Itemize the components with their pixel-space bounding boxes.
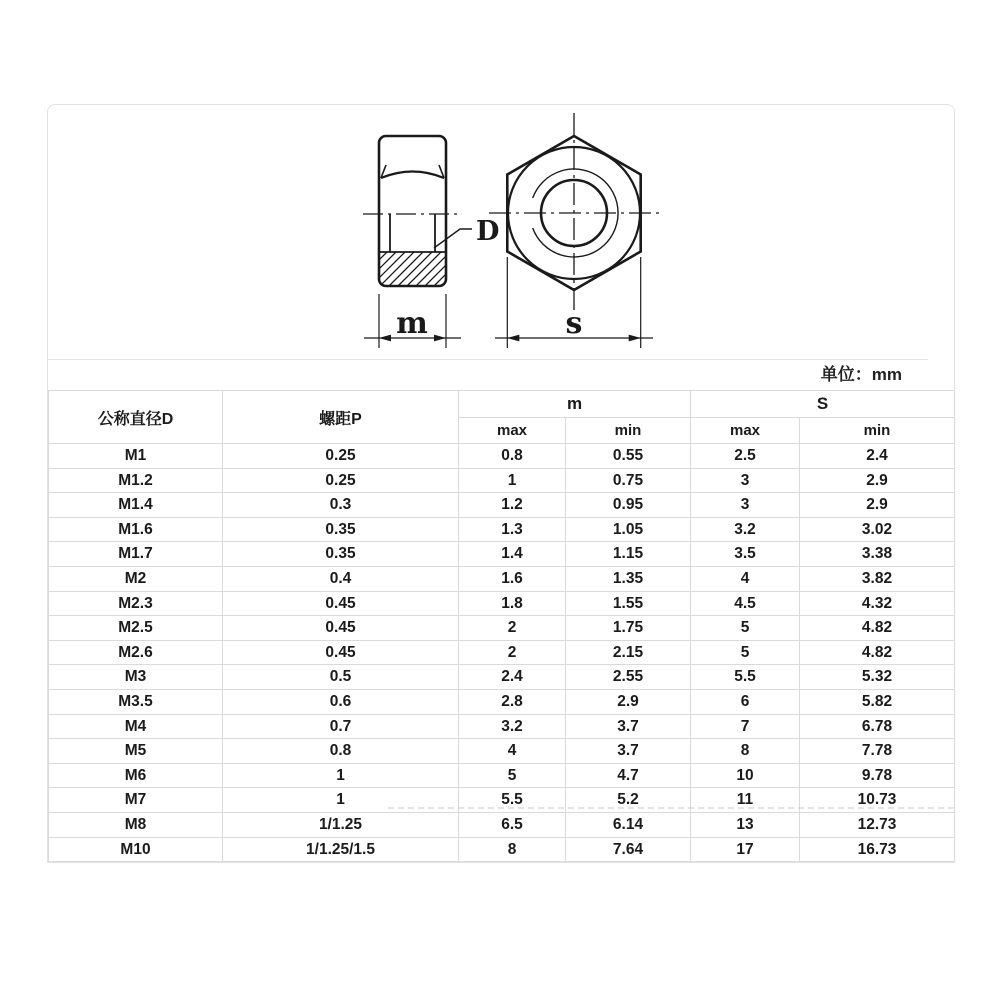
unit-row <box>48 359 928 390</box>
cell-m-min: 5.2 <box>566 788 691 813</box>
table-row <box>49 739 955 764</box>
label-d: D <box>476 216 500 247</box>
cell-s-max: 4 <box>691 566 800 591</box>
cell-s-min: 7.78 <box>800 739 955 764</box>
cell-m-min: 1.75 <box>566 616 691 641</box>
cell-pitch: 0.45 <box>223 591 459 616</box>
cell-nominal-diameter: M1.7 <box>49 542 223 567</box>
cell-s-min: 9.78 <box>800 763 955 788</box>
cell-pitch: 0.7 <box>223 714 459 739</box>
cell-pitch: 0.6 <box>223 689 459 714</box>
cell-m-max: 0.8 <box>459 444 566 469</box>
cell-pitch: 0.45 <box>223 616 459 641</box>
cell-pitch: 0.3 <box>223 493 459 518</box>
col-header-nominal-diameter: 公称直径D <box>49 391 223 444</box>
hatch-lines <box>353 252 477 286</box>
cell-m-min: 2.9 <box>566 689 691 714</box>
cell-m-max: 4 <box>459 739 566 764</box>
cell-m-max: 1.8 <box>459 591 566 616</box>
cell-s-min: 3.02 <box>800 517 955 542</box>
cell-nominal-diameter: M10 <box>49 837 223 862</box>
table-row <box>49 763 955 788</box>
cell-m-max: 1.2 <box>459 493 566 518</box>
table-row <box>49 812 955 837</box>
cell-m-max: 1.6 <box>459 566 566 591</box>
cell-nominal-diameter: M3.5 <box>49 689 223 714</box>
cell-nominal-diameter: M1.6 <box>49 517 223 542</box>
cell-s-max: 4.5 <box>691 591 800 616</box>
cell-m-min: 6.14 <box>566 812 691 837</box>
cell-m-max: 8 <box>459 837 566 862</box>
cell-pitch: 1/1.25/1.5 <box>223 837 459 862</box>
table-row <box>49 689 955 714</box>
cell-m-min: 1.05 <box>566 517 691 542</box>
cell-m-max: 2 <box>459 640 566 665</box>
col-subheader-m-min: min <box>566 418 691 444</box>
cell-nominal-diameter: M1.2 <box>49 468 223 493</box>
cell-nominal-diameter: M2.3 <box>49 591 223 616</box>
table-row <box>49 444 955 469</box>
table-row <box>49 542 955 567</box>
cell-m-max: 5 <box>459 763 566 788</box>
table-row <box>49 493 955 518</box>
cell-m-max: 2.4 <box>459 665 566 690</box>
cell-s-max: 7 <box>691 714 800 739</box>
cell-s-max: 5 <box>691 640 800 665</box>
cell-pitch: 1 <box>223 788 459 813</box>
cell-pitch: 0.25 <box>223 444 459 469</box>
cell-m-min: 2.55 <box>566 665 691 690</box>
table-header <box>49 391 955 444</box>
cell-pitch: 1/1.25 <box>223 812 459 837</box>
s-arrow-left <box>507 335 519 342</box>
cell-s-min: 2.4 <box>800 444 955 469</box>
d-leader-line <box>434 229 472 248</box>
cell-nominal-diameter: M1.4 <box>49 493 223 518</box>
cell-m-min: 2.15 <box>566 640 691 665</box>
cell-s-max: 8 <box>691 739 800 764</box>
cell-s-max: 5.5 <box>691 665 800 690</box>
cell-m-max: 1.3 <box>459 517 566 542</box>
cell-s-min: 4.82 <box>800 616 955 641</box>
cell-s-max: 11 <box>691 788 800 813</box>
table-row <box>49 468 955 493</box>
cell-m-min: 0.75 <box>566 468 691 493</box>
cell-s-min: 2.9 <box>800 493 955 518</box>
cell-pitch: 0.5 <box>223 665 459 690</box>
cell-s-min: 10.73 <box>800 788 955 813</box>
cell-nominal-diameter: M7 <box>49 788 223 813</box>
cell-m-min: 1.35 <box>566 566 691 591</box>
cell-m-max: 1 <box>459 468 566 493</box>
cell-nominal-diameter: M3 <box>49 665 223 690</box>
cell-s-max: 10 <box>691 763 800 788</box>
cell-m-min: 1.15 <box>566 542 691 567</box>
cell-m-min: 3.7 <box>566 714 691 739</box>
cell-m-max: 1.4 <box>459 542 566 567</box>
cell-pitch: 1 <box>223 763 459 788</box>
col-header-pitch: 螺距P <box>223 391 459 444</box>
nut-body-outline <box>379 136 446 286</box>
cell-s-min: 2.9 <box>800 468 955 493</box>
m-arrow-right <box>434 335 446 342</box>
cell-pitch: 0.25 <box>223 468 459 493</box>
table-row <box>49 517 955 542</box>
cell-nominal-diameter: M4 <box>49 714 223 739</box>
col-group-m: m <box>459 391 691 418</box>
cell-s-max: 2.5 <box>691 444 800 469</box>
m-arrow-left <box>379 335 391 342</box>
cell-m-min: 1.55 <box>566 591 691 616</box>
cell-pitch: 0.35 <box>223 542 459 567</box>
col-subheader-m-max: max <box>459 418 566 444</box>
cell-s-min: 5.82 <box>800 689 955 714</box>
cell-s-max: 3.5 <box>691 542 800 567</box>
unit-label: 单位：mm <box>820 365 902 384</box>
cell-s-min: 5.32 <box>800 665 955 690</box>
cell-m-max: 2 <box>459 616 566 641</box>
cell-s-min: 12.73 <box>800 812 955 837</box>
cell-m-max: 2.8 <box>459 689 566 714</box>
chamfer-line <box>381 172 444 179</box>
cell-m-min: 7.64 <box>566 837 691 862</box>
table-row <box>49 788 955 813</box>
spec-table <box>48 390 955 862</box>
cell-s-min: 16.73 <box>800 837 955 862</box>
cell-m-min: 0.95 <box>566 493 691 518</box>
cell-nominal-diameter: M1 <box>49 444 223 469</box>
cell-s-max: 5 <box>691 616 800 641</box>
cell-s-min: 3.38 <box>800 542 955 567</box>
cell-s-max: 3.2 <box>691 517 800 542</box>
cell-s-min: 4.32 <box>800 591 955 616</box>
cell-pitch: 0.45 <box>223 640 459 665</box>
cell-s-min: 6.78 <box>800 714 955 739</box>
cell-pitch: 0.35 <box>223 517 459 542</box>
cell-nominal-diameter: M8 <box>49 812 223 837</box>
table-row <box>49 591 955 616</box>
cell-m-max: 5.5 <box>459 788 566 813</box>
cell-m-max: 3.2 <box>459 714 566 739</box>
cell-nominal-diameter: M2 <box>49 566 223 591</box>
table-row <box>49 665 955 690</box>
table-row <box>49 616 955 641</box>
cell-s-min: 4.82 <box>800 640 955 665</box>
s-arrow-right <box>629 335 641 342</box>
table-row <box>49 566 955 591</box>
cell-s-max: 17 <box>691 837 800 862</box>
cell-nominal-diameter: M6 <box>49 763 223 788</box>
cell-nominal-diameter: M5 <box>49 739 223 764</box>
cell-pitch: 0.4 <box>223 566 459 591</box>
nut-technical-drawing <box>48 105 954 359</box>
label-m: m <box>396 306 428 341</box>
cell-m-max: 6.5 <box>459 812 566 837</box>
content-frame <box>47 104 955 863</box>
cell-s-max: 13 <box>691 812 800 837</box>
cell-m-min: 3.7 <box>566 739 691 764</box>
cell-nominal-diameter: M2.6 <box>49 640 223 665</box>
table-row <box>49 837 955 862</box>
col-subheader-s-max: max <box>691 418 800 444</box>
cell-pitch: 0.8 <box>223 739 459 764</box>
cell-s-max: 6 <box>691 689 800 714</box>
cell-s-max: 3 <box>691 493 800 518</box>
cell-s-min: 3.82 <box>800 566 955 591</box>
col-group-s: S <box>691 391 955 418</box>
label-s: s <box>565 306 583 341</box>
cell-m-min: 4.7 <box>566 763 691 788</box>
table-row <box>49 714 955 739</box>
table-row <box>49 640 955 665</box>
col-subheader-s-min: min <box>800 418 955 444</box>
cell-m-min: 0.55 <box>566 444 691 469</box>
table-body <box>49 444 955 862</box>
cell-s-max: 3 <box>691 468 800 493</box>
cell-nominal-diameter: M2.5 <box>49 616 223 641</box>
